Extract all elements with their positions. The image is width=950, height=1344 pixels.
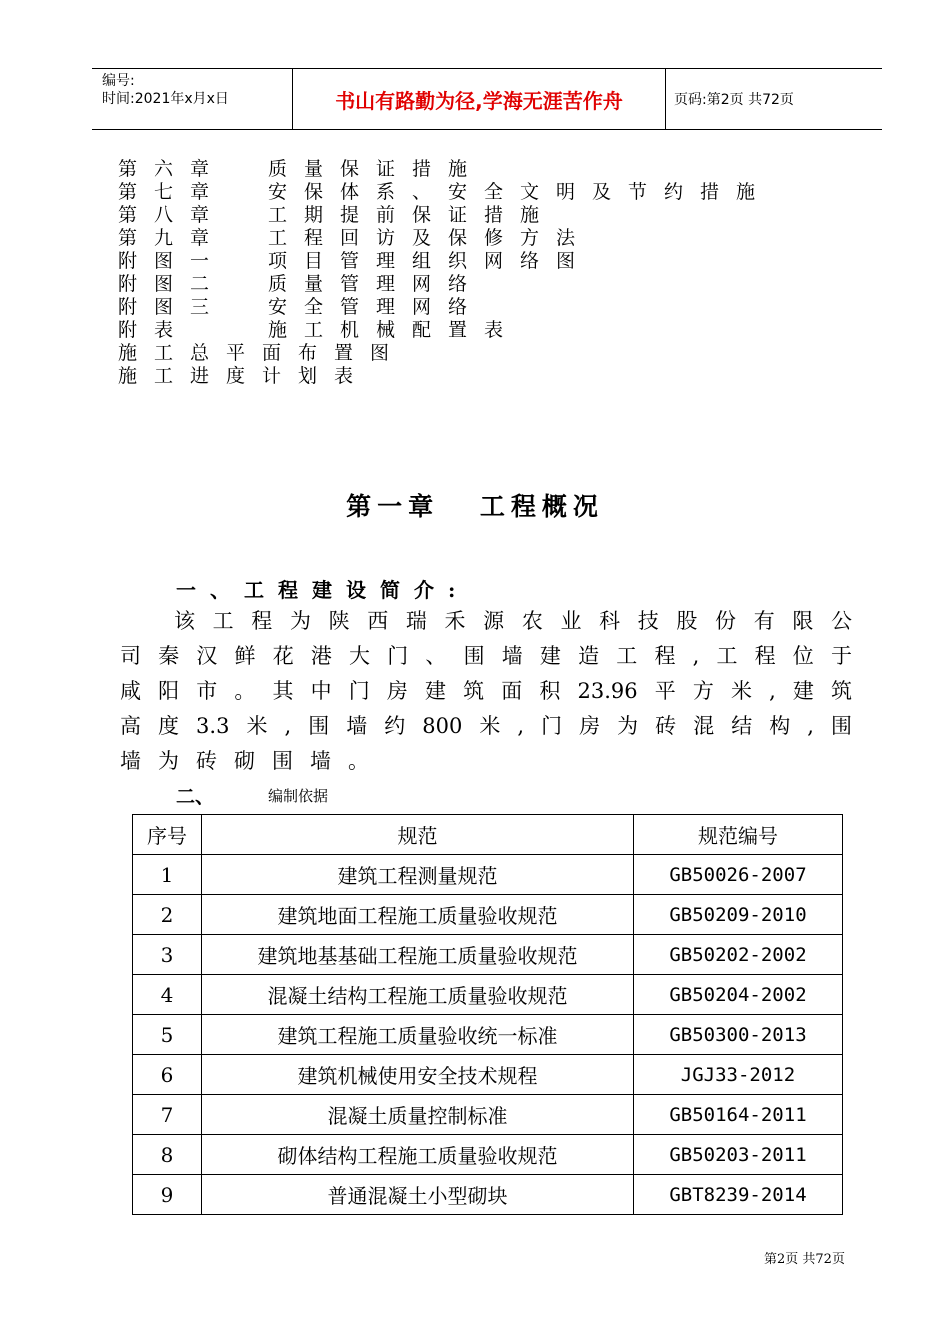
toc-entry-label: 施工进度计划表 xyxy=(118,365,371,387)
toc-entry-label: 附图二 xyxy=(118,273,227,295)
document-number-label: 编号: xyxy=(102,73,135,89)
toc-entry-label: 第八章 xyxy=(118,204,227,226)
paragraph-line: 咸阳市。其中门房建筑面积23.96平方米,建筑 xyxy=(120,679,852,703)
section-heading: 一、工程建设简介: xyxy=(176,578,470,602)
standard-code-cell: GBT8239-2014 xyxy=(634,1175,843,1215)
toc-entry-title: 项目管理组织网络图 xyxy=(268,250,593,272)
standard-name-cell: 建筑地基基础工程施工质量验收规范 xyxy=(202,935,634,975)
document-time-label: 时间:2021年x月x日 xyxy=(102,91,229,107)
standard-code-cell: GB50202-2002 xyxy=(634,935,843,975)
standards-table xyxy=(132,814,843,1215)
header-page-number: 页码:第2页 共72页 xyxy=(674,92,794,108)
table-of-contents xyxy=(118,158,818,388)
row-index-cell: 4 xyxy=(133,975,202,1015)
row-index-cell: 2 xyxy=(133,895,202,935)
toc-entry-label: 附图一 xyxy=(118,250,227,272)
toc-entry xyxy=(118,204,818,227)
toc-entry-title: 工期提前保证措施 xyxy=(268,204,557,226)
paragraph-line: 墙为砖砌围墙。 xyxy=(120,749,386,773)
table-row xyxy=(133,935,843,975)
page-header xyxy=(92,68,882,130)
standard-name-cell: 建筑地面工程施工质量验收规范 xyxy=(202,895,634,935)
project-description-paragraph xyxy=(120,604,852,779)
toc-entry-label: 附图三 xyxy=(118,296,227,318)
chapter-title: 第一章 工程概况 xyxy=(346,492,604,521)
table-row xyxy=(133,855,843,895)
row-index-cell: 6 xyxy=(133,1055,202,1095)
standard-name-cell: 普通混凝土小型砌块 xyxy=(202,1175,634,1215)
toc-entry-title: 工程回访及保修方法 xyxy=(268,227,593,249)
footer-page-number: 第2页 共72页 xyxy=(764,1252,845,1267)
header-left-cell xyxy=(92,69,293,129)
row-index-cell: 8 xyxy=(133,1135,202,1175)
standard-name-cell: 建筑机械使用安全技术规程 xyxy=(202,1055,634,1095)
toc-entry xyxy=(118,181,818,204)
standard-name-cell: 混凝土结构工程施工质量验收规范 xyxy=(202,975,634,1015)
paragraph-line: 司秦汉鲜花港大门、围墙建造工程,工程位于 xyxy=(120,644,852,668)
standard-name-cell: 混凝土质量控制标准 xyxy=(202,1095,634,1135)
toc-entry xyxy=(118,319,818,342)
row-index-cell: 5 xyxy=(133,1015,202,1055)
toc-entry-title: 安保体系、安全文明及节约措施 xyxy=(268,181,773,203)
section-label: 编制依据 xyxy=(268,787,329,805)
standard-code-cell: JGJ33-2012 xyxy=(634,1055,843,1095)
header-middle-cell xyxy=(293,69,666,129)
toc-entry xyxy=(118,296,818,319)
toc-entry-title: 安全管理网络 xyxy=(268,296,485,318)
toc-entry-title: 施工机械配置表 xyxy=(268,319,521,341)
table-row xyxy=(133,1175,843,1215)
standard-name-cell: 砌体结构工程施工质量验收规范 xyxy=(202,1135,634,1175)
toc-entry-label: 第九章 xyxy=(118,227,227,249)
toc-entry xyxy=(118,273,818,296)
table-row xyxy=(133,1135,843,1175)
standard-code-cell: GB50164-2011 xyxy=(634,1095,843,1135)
standard-code-cell: GB50209-2010 xyxy=(634,895,843,935)
paragraph-line: 该工程为陕西瑞禾源农业科技股份有限公 xyxy=(174,609,852,633)
table-row xyxy=(133,1015,843,1055)
standard-code-cell: GB50026-2007 xyxy=(634,855,843,895)
toc-entry-label: 第七章 xyxy=(118,181,227,203)
toc-entry xyxy=(118,227,818,250)
table-row xyxy=(133,895,843,935)
toc-entry xyxy=(118,250,818,273)
row-index-cell: 1 xyxy=(133,855,202,895)
section-heading: 二、 xyxy=(176,786,215,808)
row-index-cell: 7 xyxy=(133,1095,202,1135)
table-header-row xyxy=(133,815,843,855)
header-right-cell xyxy=(666,69,882,129)
column-header: 规范 xyxy=(202,815,634,855)
table-row xyxy=(133,1095,843,1135)
row-index-cell: 3 xyxy=(133,935,202,975)
toc-entry xyxy=(118,342,818,365)
column-header: 规范编号 xyxy=(634,815,843,855)
toc-entry-title: 质量保证措施 xyxy=(268,158,485,180)
standard-name-cell: 建筑工程施工质量验收统一标准 xyxy=(202,1015,634,1055)
standard-code-cell: GB50203-2011 xyxy=(634,1135,843,1175)
toc-entry-title: 质量管理网络 xyxy=(268,273,485,295)
toc-entry-label: 附表 xyxy=(118,319,191,341)
standard-code-cell: GB50204-2002 xyxy=(634,975,843,1015)
toc-entry xyxy=(118,158,818,181)
column-header: 序号 xyxy=(133,815,202,855)
table-row xyxy=(133,1055,843,1095)
row-index-cell: 9 xyxy=(133,1175,202,1215)
toc-entry xyxy=(118,365,818,388)
standard-code-cell: GB50300-2013 xyxy=(634,1015,843,1055)
paragraph-line: 高度3.3米,围墙约800米,门房为砖混结构,围 xyxy=(120,714,852,738)
header-motto: 书山有路勤为径,学海无涯苦作舟 xyxy=(335,89,623,113)
table-row xyxy=(133,975,843,1015)
toc-entry-label: 第六章 xyxy=(118,158,227,180)
standard-name-cell: 建筑工程测量规范 xyxy=(202,855,634,895)
toc-entry-label: 施工总平面布置图 xyxy=(118,342,407,364)
